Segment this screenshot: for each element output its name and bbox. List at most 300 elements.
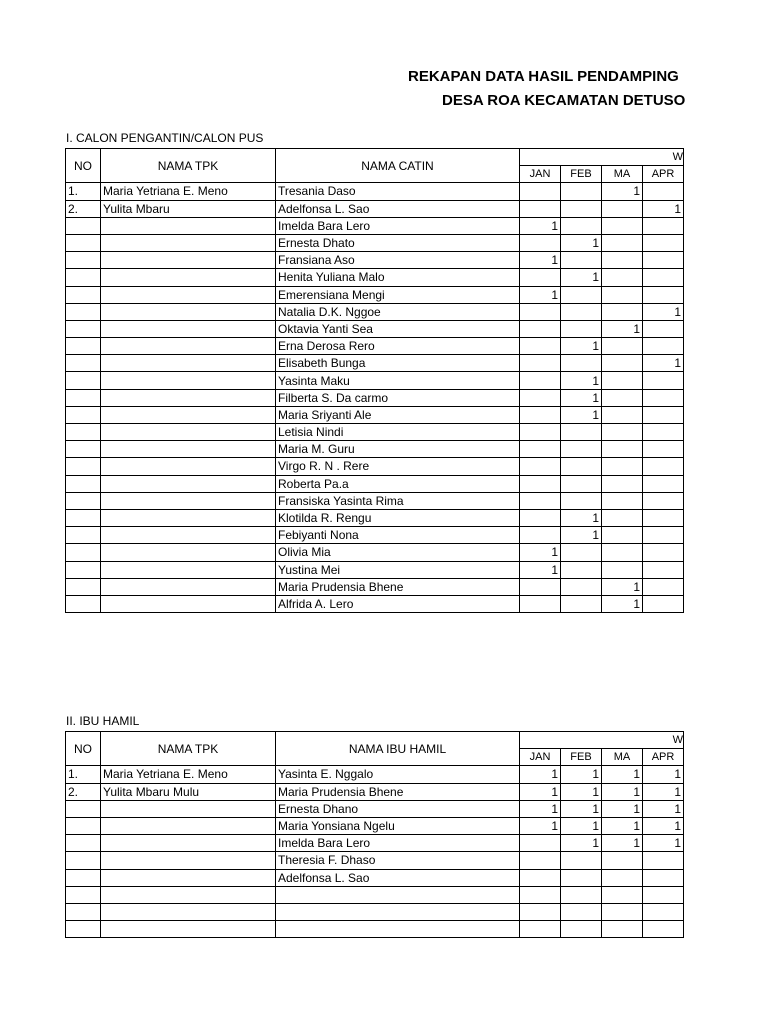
row-apr-cell — [643, 578, 684, 595]
row-apr-cell — [643, 903, 684, 920]
row-feb-cell — [561, 544, 602, 561]
row-mar-cell — [602, 509, 643, 526]
row-tpk-cell — [101, 355, 276, 372]
row-tpk-cell: Yulita Mbaru — [101, 200, 276, 217]
row-name-cell: Henita Yuliana Malo — [276, 269, 520, 286]
table-row — [66, 509, 684, 526]
row-tpk-cell — [101, 869, 276, 886]
row-apr-cell — [643, 252, 684, 269]
row-apr-cell — [643, 886, 684, 903]
row-tpk-cell — [101, 286, 276, 303]
row-apr-cell — [643, 234, 684, 251]
row-mar-cell — [602, 303, 643, 320]
row-name-cell: Klotilda R. Rengu — [276, 509, 520, 526]
header-tpk: NAMA TPK — [101, 732, 276, 766]
row-feb-cell — [561, 424, 602, 441]
row-jan-cell — [520, 424, 561, 441]
row-mar-cell: 1 — [602, 183, 643, 200]
row-feb-cell — [561, 852, 602, 869]
row-no-cell — [66, 320, 101, 337]
row-tpk-cell — [101, 406, 276, 423]
row-jan-cell: 1 — [520, 766, 561, 783]
row-no-cell — [66, 441, 101, 458]
row-mar-cell — [602, 355, 643, 372]
row-tpk-cell — [101, 921, 276, 938]
row-name-cell: Ernesta Dhano — [276, 800, 520, 817]
row-name-cell — [276, 921, 520, 938]
header-month-apr: APR — [643, 166, 684, 183]
row-name-cell: Adelfonsa L. Sao — [276, 200, 520, 217]
row-jan-cell — [520, 578, 561, 595]
row-apr-cell — [643, 595, 684, 612]
row-mar-cell — [602, 217, 643, 234]
ibu-hamil-table-body — [66, 766, 684, 938]
row-apr-cell — [643, 338, 684, 355]
table-row — [66, 217, 684, 234]
table-row — [66, 406, 684, 423]
row-name-cell: Maria Sriyanti Ale — [276, 406, 520, 423]
row-tpk-cell — [101, 492, 276, 509]
row-tpk-cell — [101, 852, 276, 869]
row-tpk-cell: Yulita Mbaru Mulu — [101, 783, 276, 800]
table-row — [66, 886, 684, 903]
row-feb-cell — [561, 475, 602, 492]
row-feb-cell — [561, 441, 602, 458]
row-mar-cell — [602, 269, 643, 286]
row-name-cell: Maria Prudensia Bhene — [276, 783, 520, 800]
row-feb-cell: 1 — [561, 800, 602, 817]
row-jan-cell — [520, 492, 561, 509]
table-row — [66, 835, 684, 852]
table-row — [66, 475, 684, 492]
header-name: NAMA CATIN — [276, 149, 520, 183]
row-mar-cell: 1 — [602, 817, 643, 834]
row-name-cell: Adelfonsa L. Sao — [276, 869, 520, 886]
row-tpk-cell — [101, 800, 276, 817]
row-tpk-cell — [101, 338, 276, 355]
row-apr-cell — [643, 869, 684, 886]
row-mar-cell — [602, 561, 643, 578]
row-feb-cell — [561, 183, 602, 200]
row-apr-cell — [643, 424, 684, 441]
row-feb-cell: 1 — [561, 835, 602, 852]
table-row — [66, 492, 684, 509]
row-jan-cell — [520, 921, 561, 938]
row-mar-cell — [602, 475, 643, 492]
row-apr-cell — [643, 441, 684, 458]
row-tpk-cell — [101, 527, 276, 544]
row-jan-cell — [520, 389, 561, 406]
row-mar-cell — [602, 389, 643, 406]
row-apr-cell — [643, 492, 684, 509]
row-feb-cell — [561, 595, 602, 612]
row-feb-cell: 1 — [561, 389, 602, 406]
row-name-cell: Yustina Mei — [276, 561, 520, 578]
row-apr-cell — [643, 561, 684, 578]
row-mar-cell — [602, 492, 643, 509]
row-apr-cell — [643, 269, 684, 286]
header-tpk: NAMA TPK — [101, 149, 276, 183]
row-mar-cell — [602, 200, 643, 217]
row-mar-cell: 1 — [602, 595, 643, 612]
row-mar-cell — [602, 921, 643, 938]
row-apr-cell — [643, 544, 684, 561]
row-mar-cell — [602, 424, 643, 441]
row-no-cell — [66, 389, 101, 406]
table-row — [66, 817, 684, 834]
row-jan-cell — [520, 338, 561, 355]
row-no-cell: 1. — [66, 183, 101, 200]
header-month-feb: FEB — [561, 749, 602, 766]
row-jan-cell: 1 — [520, 561, 561, 578]
row-mar-cell: 1 — [602, 766, 643, 783]
row-name-cell: Yasinta Maku — [276, 372, 520, 389]
row-no-cell — [66, 544, 101, 561]
row-tpk-cell — [101, 389, 276, 406]
row-name-cell: Elisabeth Bunga — [276, 355, 520, 372]
row-feb-cell: 1 — [561, 372, 602, 389]
row-feb-cell — [561, 561, 602, 578]
row-apr-cell — [643, 475, 684, 492]
row-jan-cell — [520, 903, 561, 920]
row-tpk-cell — [101, 372, 276, 389]
row-feb-cell — [561, 886, 602, 903]
row-no-cell — [66, 338, 101, 355]
row-feb-cell — [561, 303, 602, 320]
row-no-cell — [66, 595, 101, 612]
row-no-cell — [66, 903, 101, 920]
row-tpk-cell — [101, 424, 276, 441]
row-name-cell: Oktavia Yanti Sea — [276, 320, 520, 337]
row-apr-cell — [643, 217, 684, 234]
row-apr-cell: 1 — [643, 766, 684, 783]
row-mar-cell: 1 — [602, 835, 643, 852]
table-row — [66, 200, 684, 217]
table-row — [66, 578, 684, 595]
row-apr-cell: 1 — [643, 817, 684, 834]
row-tpk-cell — [101, 252, 276, 269]
header-w: W — [520, 149, 684, 166]
row-name-cell: Maria Prudensia Bhene — [276, 578, 520, 595]
row-no-cell — [66, 458, 101, 475]
row-name-cell: Imelda Bara Lero — [276, 217, 520, 234]
row-feb-cell — [561, 903, 602, 920]
header-w: W — [520, 732, 684, 749]
row-apr-cell — [643, 852, 684, 869]
row-no-cell — [66, 372, 101, 389]
row-name-cell: Yasinta E. Nggalo — [276, 766, 520, 783]
row-tpk-cell — [101, 234, 276, 251]
row-tpk-cell — [101, 561, 276, 578]
row-apr-cell — [643, 458, 684, 475]
row-mar-cell — [602, 338, 643, 355]
row-name-cell: Alfrida A. Lero — [276, 595, 520, 612]
row-no-cell — [66, 217, 101, 234]
row-no-cell — [66, 921, 101, 938]
row-apr-cell — [643, 320, 684, 337]
row-jan-cell — [520, 372, 561, 389]
row-mar-cell — [602, 852, 643, 869]
table-row — [66, 544, 684, 561]
row-jan-cell — [520, 835, 561, 852]
row-name-cell: Filberta S. Da carmo — [276, 389, 520, 406]
row-mar-cell — [602, 252, 643, 269]
header-month-mar: MA — [602, 749, 643, 766]
row-jan-cell — [520, 320, 561, 337]
row-feb-cell — [561, 320, 602, 337]
row-tpk-cell — [101, 441, 276, 458]
report-title-line1: REKAPAN DATA HASIL PENDAMPING — [408, 68, 679, 85]
row-mar-cell — [602, 234, 643, 251]
row-name-cell: Letisia Nindi — [276, 424, 520, 441]
row-apr-cell — [643, 527, 684, 544]
row-name-cell: Virgo R. N . Rere — [276, 458, 520, 475]
header-month-jan: JAN — [520, 749, 561, 766]
row-mar-cell: 1 — [602, 783, 643, 800]
table-row — [66, 903, 684, 920]
row-no-cell — [66, 869, 101, 886]
table-row — [66, 595, 684, 612]
table-row — [66, 269, 684, 286]
row-name-cell: Natalia D.K. Nggoe — [276, 303, 520, 320]
row-mar-cell — [602, 886, 643, 903]
row-tpk-cell — [101, 886, 276, 903]
table-row — [66, 355, 684, 372]
row-jan-cell: 1 — [520, 544, 561, 561]
row-tpk-cell — [101, 817, 276, 834]
row-tpk-cell — [101, 544, 276, 561]
row-feb-cell — [561, 869, 602, 886]
row-apr-cell: 1 — [643, 783, 684, 800]
row-apr-cell: 1 — [643, 303, 684, 320]
row-jan-cell: 1 — [520, 217, 561, 234]
row-feb-cell — [561, 458, 602, 475]
row-jan-cell: 1 — [520, 817, 561, 834]
section1-title: I. CALON PENGANTIN/CALON PUS — [66, 131, 264, 145]
row-no-cell — [66, 578, 101, 595]
row-jan-cell — [520, 509, 561, 526]
row-name-cell: Tresania Daso — [276, 183, 520, 200]
row-name-cell — [276, 886, 520, 903]
row-no-cell: 2. — [66, 200, 101, 217]
row-apr-cell: 1 — [643, 800, 684, 817]
row-jan-cell — [520, 200, 561, 217]
row-no-cell — [66, 424, 101, 441]
header-no: NO — [66, 149, 101, 183]
row-feb-cell: 1 — [561, 234, 602, 251]
table-row — [66, 389, 684, 406]
row-name-cell: Imelda Bara Lero — [276, 835, 520, 852]
row-tpk-cell: Maria Yetriana E. Meno — [101, 766, 276, 783]
row-feb-cell — [561, 492, 602, 509]
row-apr-cell: 1 — [643, 355, 684, 372]
row-tpk-cell — [101, 217, 276, 234]
row-name-cell: Theresia F. Dhaso — [276, 852, 520, 869]
table-row — [66, 183, 684, 200]
row-jan-cell: 1 — [520, 286, 561, 303]
row-apr-cell — [643, 389, 684, 406]
table-row — [66, 800, 684, 817]
table-row — [66, 766, 684, 783]
row-no-cell — [66, 527, 101, 544]
ibu-hamil-table — [65, 731, 684, 938]
row-feb-cell: 1 — [561, 817, 602, 834]
row-apr-cell — [643, 509, 684, 526]
table-row — [66, 303, 684, 320]
table-row — [66, 286, 684, 303]
row-name-cell: Maria Yonsiana Ngelu — [276, 817, 520, 834]
row-feb-cell: 1 — [561, 766, 602, 783]
row-jan-cell: 1 — [520, 252, 561, 269]
table-row — [66, 852, 684, 869]
row-no-cell — [66, 234, 101, 251]
row-no-cell — [66, 406, 101, 423]
row-jan-cell — [520, 355, 561, 372]
row-jan-cell — [520, 852, 561, 869]
row-no-cell — [66, 886, 101, 903]
row-apr-cell — [643, 921, 684, 938]
row-mar-cell: 1 — [602, 578, 643, 595]
row-no-cell — [66, 817, 101, 834]
row-jan-cell: 1 — [520, 800, 561, 817]
row-no-cell — [66, 475, 101, 492]
table-row — [66, 458, 684, 475]
row-tpk-cell — [101, 509, 276, 526]
header-month-mar: MA — [602, 166, 643, 183]
row-feb-cell: 1 — [561, 527, 602, 544]
row-no-cell — [66, 355, 101, 372]
section2-title: II. IBU HAMIL — [66, 714, 140, 728]
row-name-cell: Fransiana Aso — [276, 252, 520, 269]
row-jan-cell — [520, 458, 561, 475]
row-feb-cell: 1 — [561, 509, 602, 526]
table-row — [66, 252, 684, 269]
row-feb-cell: 1 — [561, 406, 602, 423]
row-name-cell: Febiyanti Nona — [276, 527, 520, 544]
row-apr-cell — [643, 286, 684, 303]
row-jan-cell — [520, 269, 561, 286]
row-jan-cell — [520, 303, 561, 320]
row-jan-cell — [520, 595, 561, 612]
table-row — [66, 561, 684, 578]
row-name-cell: Erna Derosa Rero — [276, 338, 520, 355]
row-feb-cell — [561, 286, 602, 303]
table-row — [66, 527, 684, 544]
row-apr-cell: 1 — [643, 200, 684, 217]
row-mar-cell: 1 — [602, 320, 643, 337]
row-name-cell: Maria M. Guru — [276, 441, 520, 458]
report-title-line2: DESA ROA KECAMATAN DETUSO — [442, 92, 686, 109]
row-feb-cell — [561, 921, 602, 938]
row-no-cell — [66, 269, 101, 286]
row-feb-cell — [561, 355, 602, 372]
row-jan-cell — [520, 527, 561, 544]
row-apr-cell: 1 — [643, 835, 684, 852]
row-tpk-cell — [101, 320, 276, 337]
header-month-feb: FEB — [561, 166, 602, 183]
row-jan-cell — [520, 183, 561, 200]
row-name-cell: Fransiska Yasinta Rima — [276, 492, 520, 509]
row-feb-cell: 1 — [561, 338, 602, 355]
header-month-jan: JAN — [520, 166, 561, 183]
row-jan-cell — [520, 869, 561, 886]
row-name-cell: Emerensiana Mengi — [276, 286, 520, 303]
row-no-cell — [66, 835, 101, 852]
row-no-cell — [66, 252, 101, 269]
row-name-cell: Ernesta Dhato — [276, 234, 520, 251]
row-jan-cell — [520, 475, 561, 492]
row-jan-cell — [520, 234, 561, 251]
table-row — [66, 869, 684, 886]
row-apr-cell — [643, 372, 684, 389]
row-tpk-cell — [101, 458, 276, 475]
row-name-cell — [276, 903, 520, 920]
row-tpk-cell — [101, 578, 276, 595]
catin-table — [65, 148, 684, 613]
table-row — [66, 921, 684, 938]
row-no-cell — [66, 852, 101, 869]
header-month-apr: APR — [643, 749, 684, 766]
row-feb-cell — [561, 217, 602, 234]
row-tpk-cell: Maria Yetriana E. Meno — [101, 183, 276, 200]
row-jan-cell — [520, 886, 561, 903]
table-row — [66, 338, 684, 355]
row-mar-cell — [602, 458, 643, 475]
row-mar-cell — [602, 286, 643, 303]
row-mar-cell — [602, 903, 643, 920]
row-mar-cell — [602, 527, 643, 544]
row-feb-cell: 1 — [561, 269, 602, 286]
row-mar-cell: 1 — [602, 800, 643, 817]
row-feb-cell: 1 — [561, 783, 602, 800]
row-apr-cell — [643, 406, 684, 423]
row-tpk-cell — [101, 835, 276, 852]
row-jan-cell — [520, 406, 561, 423]
row-mar-cell — [602, 372, 643, 389]
table-row — [66, 234, 684, 251]
row-no-cell — [66, 561, 101, 578]
table-row — [66, 424, 684, 441]
table-row — [66, 441, 684, 458]
row-mar-cell — [602, 869, 643, 886]
row-jan-cell: 1 — [520, 783, 561, 800]
row-feb-cell — [561, 200, 602, 217]
row-name-cell: Olivia Mia — [276, 544, 520, 561]
row-feb-cell — [561, 252, 602, 269]
row-tpk-cell — [101, 903, 276, 920]
row-tpk-cell — [101, 475, 276, 492]
row-tpk-cell — [101, 303, 276, 320]
row-mar-cell — [602, 406, 643, 423]
row-no-cell — [66, 509, 101, 526]
header-name: NAMA IBU HAMIL — [276, 732, 520, 766]
row-no-cell — [66, 303, 101, 320]
row-name-cell: Roberta Pa.a — [276, 475, 520, 492]
row-apr-cell — [643, 183, 684, 200]
catin-table-body — [66, 183, 684, 613]
row-no-cell — [66, 800, 101, 817]
row-jan-cell — [520, 441, 561, 458]
header-no: NO — [66, 732, 101, 766]
row-mar-cell — [602, 441, 643, 458]
row-tpk-cell — [101, 595, 276, 612]
row-mar-cell — [602, 544, 643, 561]
row-no-cell: 1. — [66, 766, 101, 783]
table-row — [66, 320, 684, 337]
table-row — [66, 783, 684, 800]
row-tpk-cell — [101, 269, 276, 286]
row-no-cell — [66, 492, 101, 509]
